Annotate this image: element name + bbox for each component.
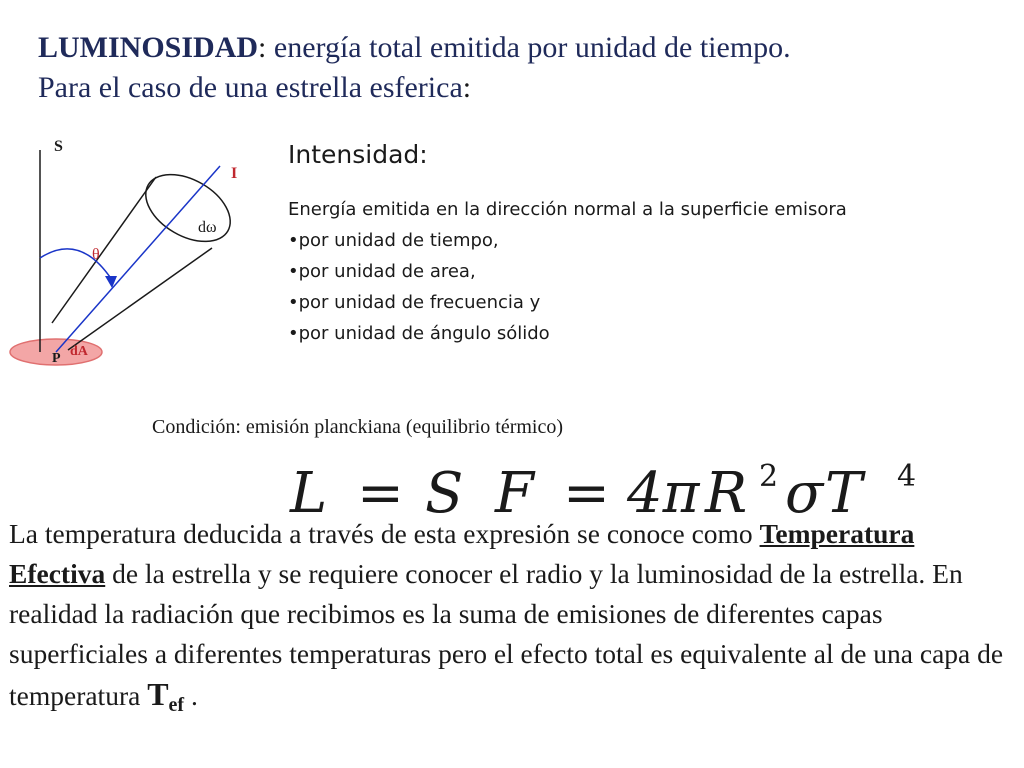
title-line-2 xyxy=(38,68,998,108)
intensity-line: •por unidad de area, xyxy=(288,261,476,282)
formula-four-pi: 4π xyxy=(627,462,700,522)
cone-upper-edge xyxy=(52,177,156,323)
formula-r: R xyxy=(705,462,748,522)
label-i: I xyxy=(231,165,238,182)
title-colon: : xyxy=(258,31,267,64)
title-definition: energía total emitida por unidad de tiempo. xyxy=(266,31,791,64)
label-theta: θ xyxy=(92,246,100,263)
luminosity-term: LUMINOSIDAD xyxy=(38,31,259,64)
intensity-line: •por unidad de tiempo, xyxy=(288,230,499,251)
label-domega: dω xyxy=(198,219,217,236)
title-line-2-text: Para el caso de una estrella esferica xyxy=(38,71,463,104)
paragraph-body: de la estrella y se requiere conocer el radio y la luminosidad de la estrella. En realidad la radiación que recibimos es la suma de emisiones de diferentes capas superficiales a diferentes temperaturas pero el efecto total es equivalente al de una capa de temperatura xyxy=(9,558,1004,711)
formula-equals-1: = xyxy=(357,462,404,522)
formula-exponent-4: 4 xyxy=(897,462,917,494)
title-line-1 xyxy=(38,28,998,68)
paragraph-intro: La temperatura deducida a través de esta expresión se conoce como xyxy=(9,518,760,549)
formula-sigma: σ xyxy=(785,462,824,522)
formula-equals-2: = xyxy=(563,462,610,522)
formula-s: S xyxy=(425,462,464,522)
formula-t: T xyxy=(825,462,863,522)
cone-lower-edge xyxy=(68,248,212,350)
intensity-description xyxy=(288,194,988,349)
intensity-line: •por unidad de frecuencia y xyxy=(288,292,541,313)
intensity-heading: Intensidad: xyxy=(288,140,428,169)
title-line-2-colon: : xyxy=(462,71,472,104)
intensity-diagram xyxy=(0,130,260,380)
label-p: P xyxy=(52,351,61,366)
condition-text: Condición: emisión planckiana (equilibrio térmico) xyxy=(152,416,564,438)
cone-top-ellipse xyxy=(134,161,242,255)
theta-arrowhead xyxy=(105,276,117,288)
t-subscript: ef xyxy=(168,694,185,716)
effective-temperature-term: Temperatura Efectiva xyxy=(9,518,915,589)
intensity-line: •por unidad de ángulo sólido xyxy=(288,323,550,344)
luminosity-formula xyxy=(285,462,935,522)
paragraph-end: . xyxy=(184,680,198,711)
effective-temperature-paragraph xyxy=(9,514,1014,725)
t-symbol: T xyxy=(147,676,169,712)
formula-f: F xyxy=(495,462,534,522)
slide-title xyxy=(38,28,998,108)
formula-l: L xyxy=(290,462,328,522)
label-da: dA xyxy=(70,344,88,359)
intensity-line: Energía emitida en la dirección normal a la superficie emisora xyxy=(288,199,847,220)
label-s: S xyxy=(54,138,63,155)
formula-exponent-2: 2 xyxy=(759,462,779,494)
